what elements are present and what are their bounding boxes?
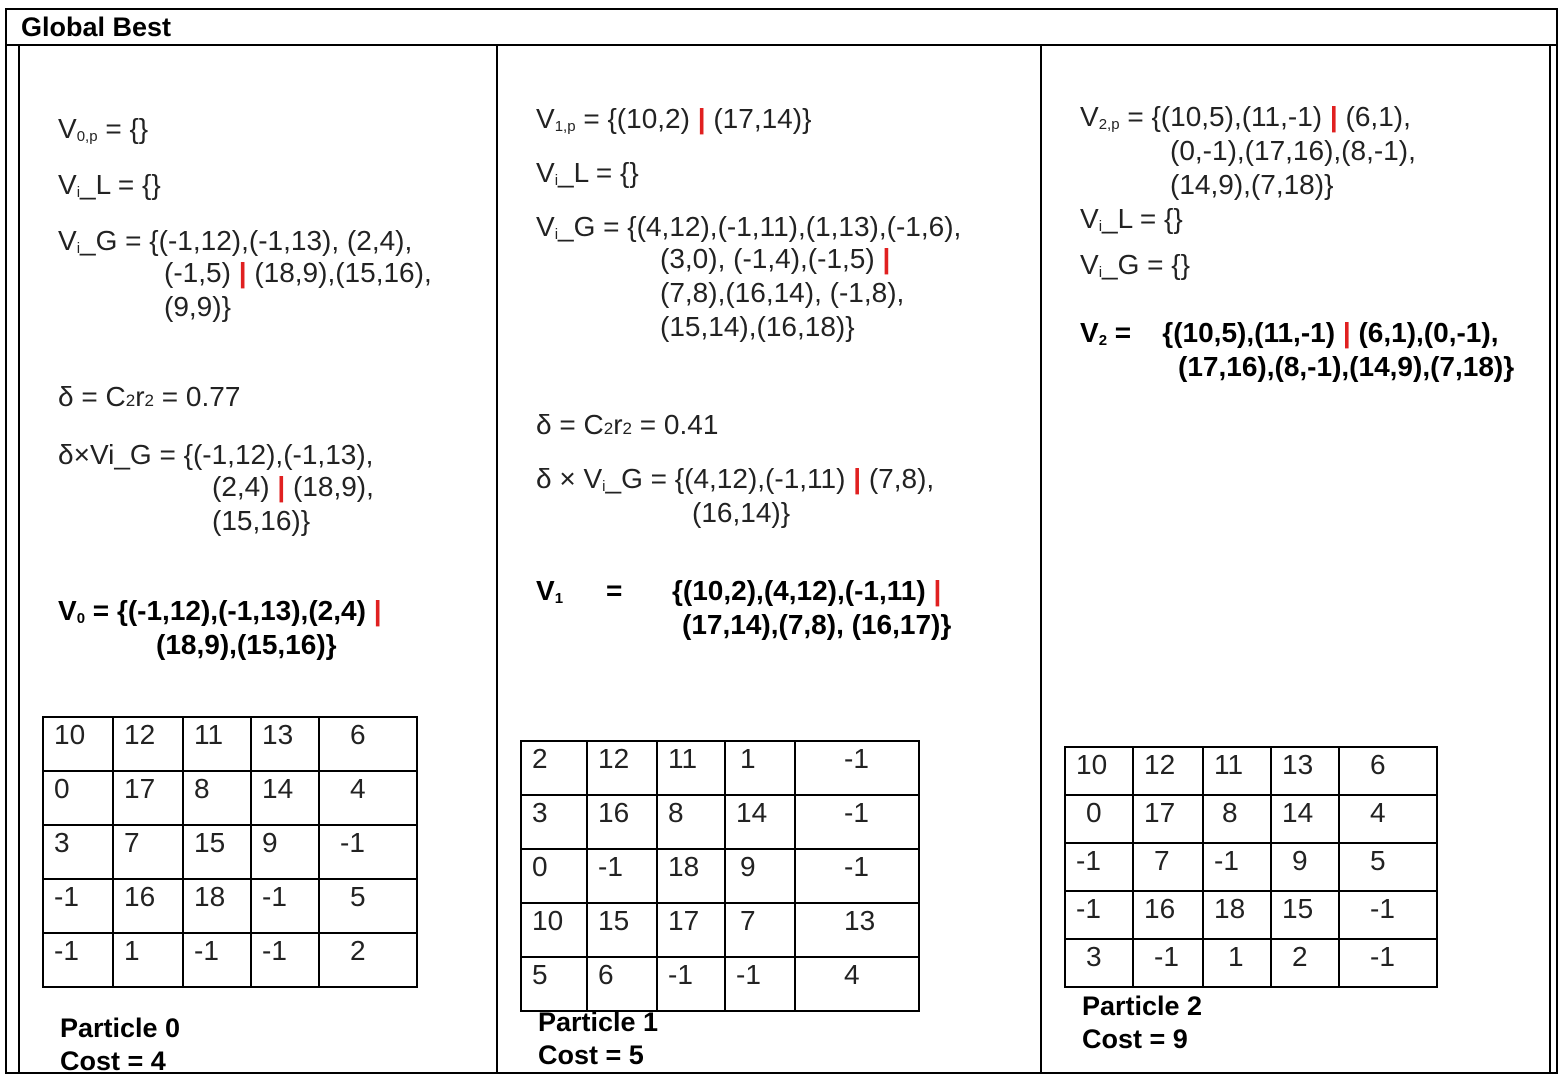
- grid-cell: 7: [113, 825, 183, 879]
- v-result-line-1: {(10,2),(4,12),(-1,11) |: [672, 575, 942, 606]
- grid-cell: 16: [113, 879, 183, 933]
- grid-cell: -1: [1339, 891, 1437, 939]
- grid-cell: 17: [1133, 795, 1203, 843]
- delta-line: δ = C2r2 = 0.77: [58, 381, 241, 412]
- delta-vg-line-2: (2,4) | (18,9),: [212, 471, 374, 502]
- grid-cell: 15: [183, 825, 251, 879]
- grid-cell: 14: [725, 795, 795, 849]
- grid-cell: 6: [587, 957, 657, 1011]
- v-p-line-2: (0,-1),(17,16),(8,-1),: [1170, 135, 1416, 166]
- grid-cell: 16: [1133, 891, 1203, 939]
- particle-0-panel: [18, 46, 496, 1076]
- v-global-line-4: (15,14),(16,18)}: [660, 311, 855, 342]
- grid-cell: 7: [725, 903, 795, 957]
- grid-cell: 13: [251, 717, 319, 771]
- grid-cell: 13: [795, 903, 919, 957]
- table-row: [521, 957, 919, 1011]
- grid-cell: 10: [43, 717, 113, 771]
- grid-cell: 11: [1203, 747, 1271, 795]
- table-row: [43, 717, 417, 771]
- table-row: [1065, 843, 1437, 891]
- particle-1-grid: [520, 740, 920, 1012]
- grid-cell: 2: [1271, 939, 1339, 987]
- grid-cell: 12: [113, 717, 183, 771]
- grid-cell: 15: [587, 903, 657, 957]
- grid-cell: 9: [1271, 843, 1339, 891]
- v-global-line-3: (7,8),(16,14), (-1,8),: [660, 277, 905, 308]
- grid-cell: 5: [1339, 843, 1437, 891]
- table-row: [43, 771, 417, 825]
- grid-cell: -1: [1065, 891, 1133, 939]
- v-result-line-1: $V_2$ = {(10,5),(11,-1) | (6,1),(0,-1),: [1080, 317, 1499, 349]
- grid-cell: -1: [251, 933, 319, 987]
- page-title: Global Best: [21, 12, 172, 42]
- grid-cell: 11: [183, 717, 251, 771]
- table-row: [1065, 891, 1437, 939]
- v-p-line: $V_{1,p} = \{(10,2)$ | (17,14)}: [536, 103, 812, 135]
- cost-label: Cost = 5: [538, 1040, 644, 1070]
- header-bar: [7, 10, 1556, 46]
- grid-cell: 7: [1133, 843, 1203, 891]
- table-row: [1065, 939, 1437, 987]
- v-result-line-2: (17,16),(8,-1),(14,9),(7,18)}: [1178, 351, 1515, 382]
- grid-cell: 3: [43, 825, 113, 879]
- grid-cell: 4: [795, 957, 919, 1011]
- grid-cell: -1: [251, 879, 319, 933]
- delta-vg-line-3: (15,16)}: [212, 505, 311, 536]
- grid-cell: -1: [795, 741, 919, 795]
- grid-cell: -1: [795, 849, 919, 903]
- table-row: [521, 741, 919, 795]
- particle-label: Particle 1: [538, 1007, 659, 1037]
- grid-cell: 6: [1339, 747, 1437, 795]
- grid-cell: 10: [521, 903, 587, 957]
- grid-cell: -1: [319, 825, 417, 879]
- particle-label: Particle 0: [60, 1013, 181, 1043]
- table-row: [43, 825, 417, 879]
- grid-cell: 17: [657, 903, 725, 957]
- v-global-line-3: (9,9)}: [164, 291, 231, 322]
- grid-cell: -1: [587, 849, 657, 903]
- grid-cell: 0: [1065, 795, 1133, 843]
- grid-cell: 1: [1203, 939, 1271, 987]
- table-row: [521, 849, 919, 903]
- delta-vg-line-2: (16,14)}: [692, 497, 791, 528]
- grid-cell: 4: [1339, 795, 1437, 843]
- grid-cell: 10: [1065, 747, 1133, 795]
- delta-line: δ = C2r2 = 0.41: [536, 409, 719, 440]
- grid-cell: 2: [521, 741, 587, 795]
- grid-cell: -1: [657, 957, 725, 1011]
- particle-2-panel: [1040, 46, 1551, 1072]
- grid-cell: 12: [587, 741, 657, 795]
- grid-cell: 18: [183, 879, 251, 933]
- particle-1-panel: [496, 46, 1040, 1072]
- table-row: [43, 933, 417, 987]
- grid-cell: -1: [725, 957, 795, 1011]
- v-global-line-2: (-1,5) | (18,9),(15,16),: [164, 257, 432, 288]
- grid-cell: 3: [521, 795, 587, 849]
- v-result-line-2: (17,14),(7,8), (16,17)}: [682, 609, 952, 640]
- v-global-line: $V_i\_G$ = {}: [1080, 249, 1190, 281]
- grid-cell: 8: [657, 795, 725, 849]
- v-p-line-1: $V_{2,p} = \{(10,5),(11,-1)$ | (6,1),: [1080, 101, 1411, 133]
- delta-vg-line-1: δ×Vi_G = {(-1,12),(-1,13),: [58, 439, 374, 470]
- grid-cell: 17: [113, 771, 183, 825]
- grid-cell: -1: [183, 933, 251, 987]
- grid-cell: 14: [251, 771, 319, 825]
- grid-cell: 0: [521, 849, 587, 903]
- grid-cell: 11: [657, 741, 725, 795]
- v-global-line-1: $V_i\_G = \{(4,12),(-1,11),(1,13),(-1,6)$,: [536, 211, 962, 243]
- grid-cell: 8: [1203, 795, 1271, 843]
- grid-cell: 15: [1271, 891, 1339, 939]
- table-row: [521, 795, 919, 849]
- grid-cell: 14: [1271, 795, 1339, 843]
- v-result-equals: =: [606, 575, 623, 606]
- grid-cell: 18: [1203, 891, 1271, 939]
- grid-cell: 18: [657, 849, 725, 903]
- particle-0-grid: [42, 716, 418, 988]
- cost-label: Cost = 4: [60, 1046, 166, 1076]
- grid-cell: 3: [1065, 939, 1133, 987]
- grid-cell: 6: [319, 717, 417, 771]
- v-local-line: $V_i\_L$ = {}: [1080, 203, 1183, 235]
- table-row: [521, 903, 919, 957]
- v-p-line: $V_{0,p}$ = {}: [58, 113, 149, 145]
- grid-cell: 1: [113, 933, 183, 987]
- table-row: [1065, 795, 1437, 843]
- grid-cell: 13: [1271, 747, 1339, 795]
- grid-cell: 0: [43, 771, 113, 825]
- v-result-label: $V_1$: [536, 575, 564, 607]
- v-result-line-2: (18,9),(15,16)}: [156, 629, 337, 660]
- delta-vg-line-1: $\delta \times V_i\_G = \{(4,12),(-1,11)$ | (7,8),: [536, 463, 935, 495]
- grid-cell: 9: [725, 849, 795, 903]
- grid-cell: 8: [183, 771, 251, 825]
- grid-cell: -1: [1339, 939, 1437, 987]
- grid-cell: 4: [319, 771, 417, 825]
- grid-cell: -1: [1133, 939, 1203, 987]
- grid-cell: -1: [1203, 843, 1271, 891]
- grid-cell: 12: [1133, 747, 1203, 795]
- v-local-line: $V_i\_L$ = {}: [58, 169, 161, 201]
- particle-2-grid: [1064, 746, 1438, 988]
- global-best-frame: [5, 8, 1558, 1074]
- table-row: [1065, 747, 1437, 795]
- particle-label: Particle 2: [1082, 991, 1203, 1021]
- grid-cell: 16: [587, 795, 657, 849]
- v-local-line: $V_i\_L$ = {}: [536, 157, 639, 189]
- cost-label: Cost = 9: [1082, 1024, 1188, 1054]
- grid-cell: 2: [319, 933, 417, 987]
- table-row: [43, 879, 417, 933]
- grid-cell: 9: [251, 825, 319, 879]
- grid-cell: -1: [43, 933, 113, 987]
- grid-cell: -1: [1065, 843, 1133, 891]
- grid-cell: 1: [725, 741, 795, 795]
- v-global-line-2: (3,0), (-1,4),(-1,5) |: [660, 243, 891, 274]
- v-result-line-1: $V_0 = \{(-1,12),(-1,13),(2,4)$ |: [58, 595, 382, 627]
- v-global-line-1: $V_i\_G = \{(-1,12),(-1,13)$, (2,4),: [58, 225, 413, 257]
- grid-cell: -1: [795, 795, 919, 849]
- grid-cell: 5: [521, 957, 587, 1011]
- grid-cell: 5: [319, 879, 417, 933]
- v-p-line-3: (14,9),(7,18)}: [1170, 169, 1334, 200]
- grid-cell: -1: [43, 879, 113, 933]
